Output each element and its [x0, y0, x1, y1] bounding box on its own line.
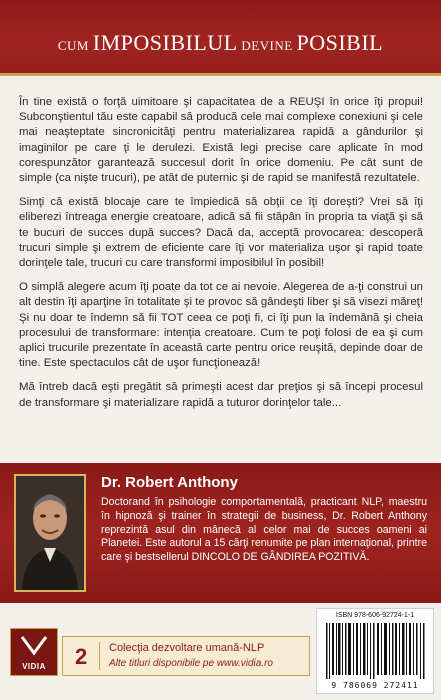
series-strip [62, 636, 310, 676]
publisher-logo-text: VIDIA [22, 662, 46, 671]
blurb-text [19, 95, 423, 420]
header-band [0, 0, 441, 76]
paragraph-1: În tine există o forţă uimitoare şi capacitatea de a REUŞI în orice îţi propui! Subconştientul tău este capabil să producă cele mai complexe conexiuni şi cele mai neaşteptate sincronicităţi pentru materializarea rapidă a gândurilor şi imaginilor pe care ţi le derulezi. Există legi precise care aplicate în mod corespunzător garantează succesul dorit în orice domeniu. Pe cât sunt de simple (ca nişte trucuri), pe atât de puternic şi de rapid se manifestă rezultatele. [19, 96, 423, 185]
barcode-icon [326, 623, 426, 679]
barcode-box [316, 608, 434, 694]
book-title [0, 30, 441, 56]
author-bio: Doctorand în psihologie comportamentală, practicant NLP, maestru în hipnoză şi trainer în strategii de business, Dr. Robert Anthony reprezintă asul din mânecă al celor mai de succes oameni ai Planetei. Este autorul a 15 cărţi renumite pe plan internaţional, printre care şi bestsellerul DINCOLO DE GÂNDIREA POZITIVĂ. [101, 496, 427, 564]
author-photo [14, 474, 86, 592]
publisher-logo [10, 628, 58, 676]
title-word-devine: DEVINE [237, 38, 297, 53]
series-number: 2 [75, 644, 88, 669]
paragraph-2: Simţi că există blocaje care te împiedică să obţii ce îţi doreşti? Vrei să îţi eliberezi întreaga energie creatoare, adică să fii stăpân în propria ta viaţă şi să te bucuri de succes după succes? Dacă da, acceptă provocarea: descoperă trucuri simple şi extrem de eficiente care îţi vor materializa uşor şi rapid toate dorinţele tale, trucuri cu care transformi imposibilul în posibil! [19, 196, 423, 270]
title-word-posibil: POSIBIL [296, 30, 384, 55]
publisher-logo-icon [11, 629, 57, 661]
series-subtitle: Alte titluri disponibile pe www.vidia.ro [109, 658, 273, 669]
bottom-area [0, 603, 441, 700]
author-portrait-icon [16, 476, 84, 590]
paragraph-3: O simplă alegere acum îţi poate da tot ce ai nevoie. Alegerea de a-ţi construi un alt destin îţi aparţine în totalitate şi te provoc să gândeşti liber şi să visezi măreţ! Şi nu doar te îndemn să fii TOT ceea ce poţi fi, ci îţi pun la îndemână şi cheia procesului de transformare: intenţia creatoare. Cum te poţi folosi de ea şi cum aplici trucurile prezentate în această carte pentru orice reuşită, depinde doar de tine. Este spectaculos cât de uşor funcţionează! [19, 281, 423, 370]
series-divider [99, 642, 100, 670]
title-word-imposibilul: IMPOSIBILUL [92, 30, 238, 55]
series-title: Colecţia dezvoltare umană-NLP [109, 642, 265, 654]
isbn-text: ISBN 978-606-92724-1-1 [335, 612, 415, 619]
paragraph-4: Mă întreb dacă eşti pregătit să primeşti acest dar preţios şi să începi procesul de transformare şi materializare rapidă a tuturor dorinţelor tale... [19, 381, 423, 409]
barcode-digits: 9 786069 272411 [331, 681, 419, 690]
author-name: Dr. Robert Anthony [101, 474, 238, 491]
title-word-cum: CUM [57, 38, 93, 53]
author-band [0, 463, 441, 603]
